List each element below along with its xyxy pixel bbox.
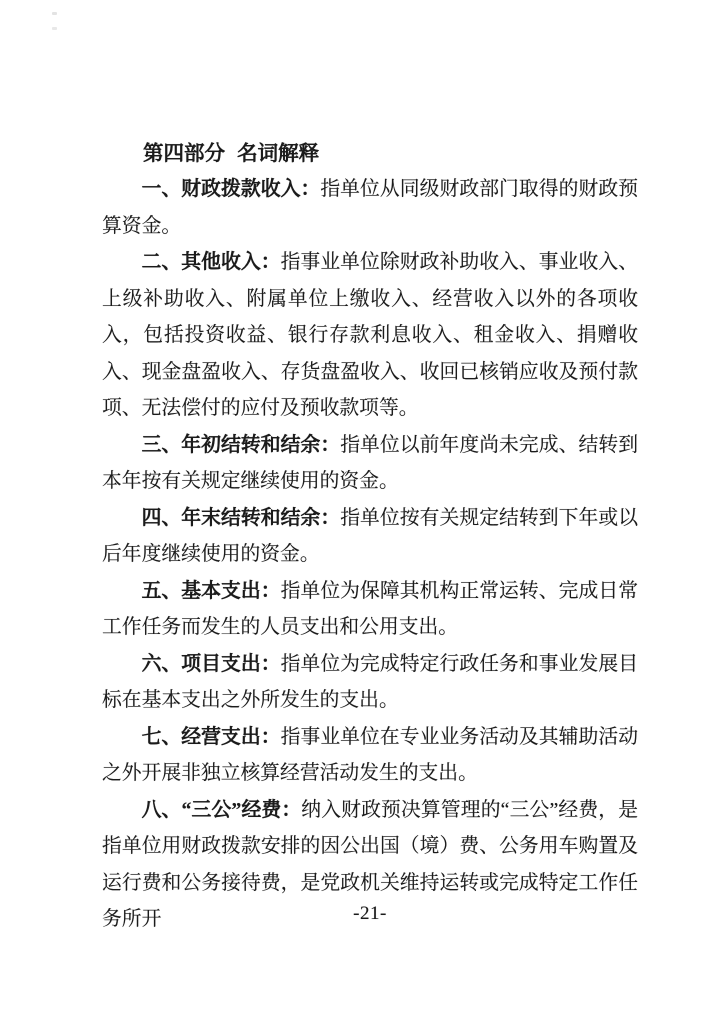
term-definition: 指单位以前年度尚未完成、结转到本年按有关规定继续使用的资金。 [102, 433, 638, 492]
paragraph-list [102, 171, 638, 938]
term-definition: 指事业单位除财政补助收入、事业收入、上级补助收入、附属单位上缴收入、经营收入以外的各项收入，包括投资收益、银行存款利息收入、租金收入、捐赠收入、现金盘盈收入、存货盘盈收入、收回已核销应收及预付款项、无法偿付的应付及预收款项等。 [102, 251, 638, 419]
document-body [102, 138, 638, 938]
term-definition: 指单位为保障其机构正常运转、完成日常工作任务而发生的人员支出和公用支出。 [102, 579, 638, 638]
term-label: 八、“三公”经费： [141, 798, 302, 821]
definition-paragraph [102, 646, 638, 719]
term-label: 三、年初结转和结余： [141, 433, 341, 456]
term-definition: 指单位为完成特定行政任务和事业发展目标在基本支出之外所发生的支出。 [102, 652, 638, 711]
term-label: 一、财政拨款收入： [141, 178, 321, 200]
term-label: 二、其他收入： [141, 251, 281, 273]
scan-artifact-mark [52, 27, 57, 30]
definition-paragraph [102, 719, 638, 792]
definition-paragraph [102, 244, 638, 427]
term-label: 五、基本支出： [141, 579, 281, 602]
scan-artifact-mark [52, 12, 57, 15]
page-number: -21- [353, 903, 387, 924]
definition-paragraph [102, 573, 638, 646]
page-title: 第四部分 名词解释 [143, 143, 320, 165]
term-definition: 指事业单位在专业业务活动及其辅助活动之外开展非独立核算经营活动发生的支出。 [102, 725, 638, 784]
definition-paragraph [102, 500, 638, 573]
term-definition: 纳入财政预决算管理的“三公”经费，是指单位用财政拨款安排的因公出国（境）费、公务用车购置及运行费和公务接待费，是党政机关维持运转或完成特定工作任务所开 [102, 798, 638, 930]
term-definition: 指单位按有关规定结转到下年或以后年度继续使用的资金。 [102, 506, 638, 565]
term-label: 四、年末结转和结余： [141, 506, 341, 529]
definition-paragraph [102, 427, 638, 500]
term-label: 七、经营支出： [141, 725, 281, 748]
term-label: 六、项目支出： [141, 652, 281, 675]
definition-paragraph [102, 171, 638, 244]
term-definition: 指单位从同级财政部门取得的财政预算资金。 [102, 178, 638, 237]
